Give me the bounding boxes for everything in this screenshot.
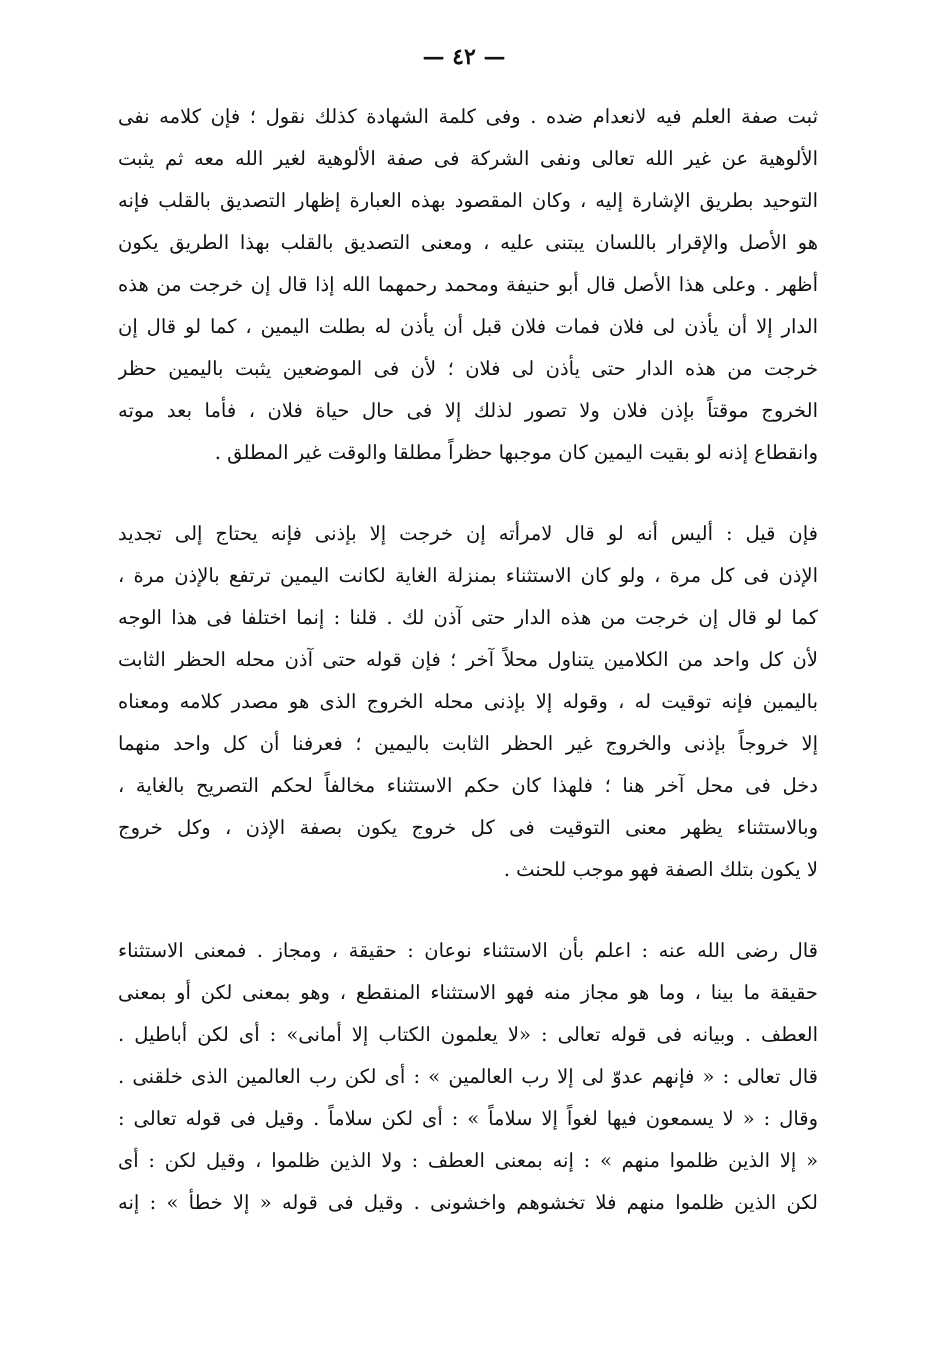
text-line: كما لو قال إن خرجت من هذه الدار حتى آذن لك . قلنا : إنما اختلفا فى هذا الوجه (118, 606, 818, 629)
text-line: الألوهية عن غير الله تعالى ونفى الشركة فى صفة الألوهية لغير الله معه ثم يثبت (118, 147, 818, 170)
text-line: حقيقة ما بينا ، وما هو مجاز منه فهو الاستثناء المنقطع ، وهو بمعنى لكن أو بمعنى (118, 981, 818, 1004)
text-line: دخل فى محل آخر هنا ؛ فلهذا كان حكم الاستثناء مخالفاً لحكم التصريح بالغاية ، (118, 774, 818, 797)
text-line: باليمين فإنه توقيت له ، وقوله إلا بإذنى محله الخروج الذى هو مصدر كلامه ومعناه (118, 690, 818, 713)
paragraph-2 (118, 513, 818, 891)
text-line: أظهر . وعلى هذا الأصل قال أبو حنيفة ومحمد رحمهما الله إذا قال إن خرجت من هذه (118, 273, 818, 296)
text-line: قال تعالى : « فإنهم عدوّ لى إلا رب العالمين » : أى لكن رب العالمين الذى خلقنى . (118, 1065, 818, 1088)
text-line: إلا خروجاً بإذنى والخروج غير الحظر الثابت باليمين ؛ فعرفنا أن كل واحد منهما (118, 732, 818, 755)
text-line: لأن كل واحد من الكلامين يتناول محلاً آخر ؛ فإن قوله حتى آذن محله الحظر الثابت (118, 648, 818, 671)
text-line: وبالاستثناء يظهر معنى التوقيت فى كل خروج يكون بصفة الإذن ، وكل خروج (118, 816, 818, 839)
text-line: خرجت من هذه الدار حتى يأذن لى فلان ؛ لأن فى الموضعين يثبت باليمين حظر (118, 357, 818, 380)
text-line: لا يكون بتلك الصفة فهو موجب للحنث . (503, 858, 818, 881)
text-line: لكن الذين ظلموا منهم فلا تخشوهم واخشونى . وقيل فى قوله « إلا خطأ » : إنه (118, 1191, 818, 1214)
text-line: ثبت صفة العلم فيه لانعدام ضده . وفى كلمة الشهادة كذلك نقول ؛ فإن كلامه نفى (118, 105, 818, 128)
text-line: فإن قيل : أليس أنه لو قال لامرأته إن خرجت إلا بإذنى فإنه يحتاج إلى تجديد (118, 522, 818, 545)
text-line: الإذن فى كل مرة ، ولو كان الاستثناء بمنزلة الغاية لكانت اليمين ترتفع بالإذن مرة ، (118, 564, 818, 587)
text-line: « إلا الذين ظلموا منهم » : إنه بمعنى العطف : ولا الذين ظلموا ، وقيل لكن : أى (118, 1149, 818, 1172)
text-line: الخروج موقتاً بإذن فلان ولا تصور لذلك إلا فى حال حياة فلان ، فأما بعد موته (118, 399, 818, 422)
text-line: وانقطاع إذنه لو بقيت اليمين كان موجبها حظراً مطلقا والوقت غير المطلق . (214, 441, 818, 464)
text-line: الدار إلا أن يأذن لى فلان فمات فلان قبل أن يأذن له بطلت اليمين ، كما لو قال إن (118, 315, 818, 338)
paragraph-1 (118, 96, 818, 474)
page-number: — ٤٢ — (422, 44, 506, 70)
text-line: التوحيد بطريق الإشارة إليه ، وكان المقصود بهذه العبارة إظهار التصديق بالقلب فإنه (118, 189, 818, 212)
paragraph-3 (118, 930, 818, 1224)
text-line: وقال : « لا يسمعون فيها لغواً إلا سلاماً » : أى لكن سلاماً . وقيل فى قوله تعالى : (118, 1107, 818, 1130)
text-line: العطف . وبيانه فى قوله تعالى : «لا يعلمون الكتاب إلا أمانى» : أى لكن أباطيل . (118, 1023, 818, 1046)
text-line: قال رضى الله عنه : اعلم بأن الاستثناء نوعان : حقيقة ، ومجاز . فمعنى الاستثناء (118, 939, 818, 962)
text-line: هو الأصل والإقرار باللسان يبتنى عليه ، ومعنى التصديق بالقلب بهذا الطريق يكون (118, 231, 818, 254)
